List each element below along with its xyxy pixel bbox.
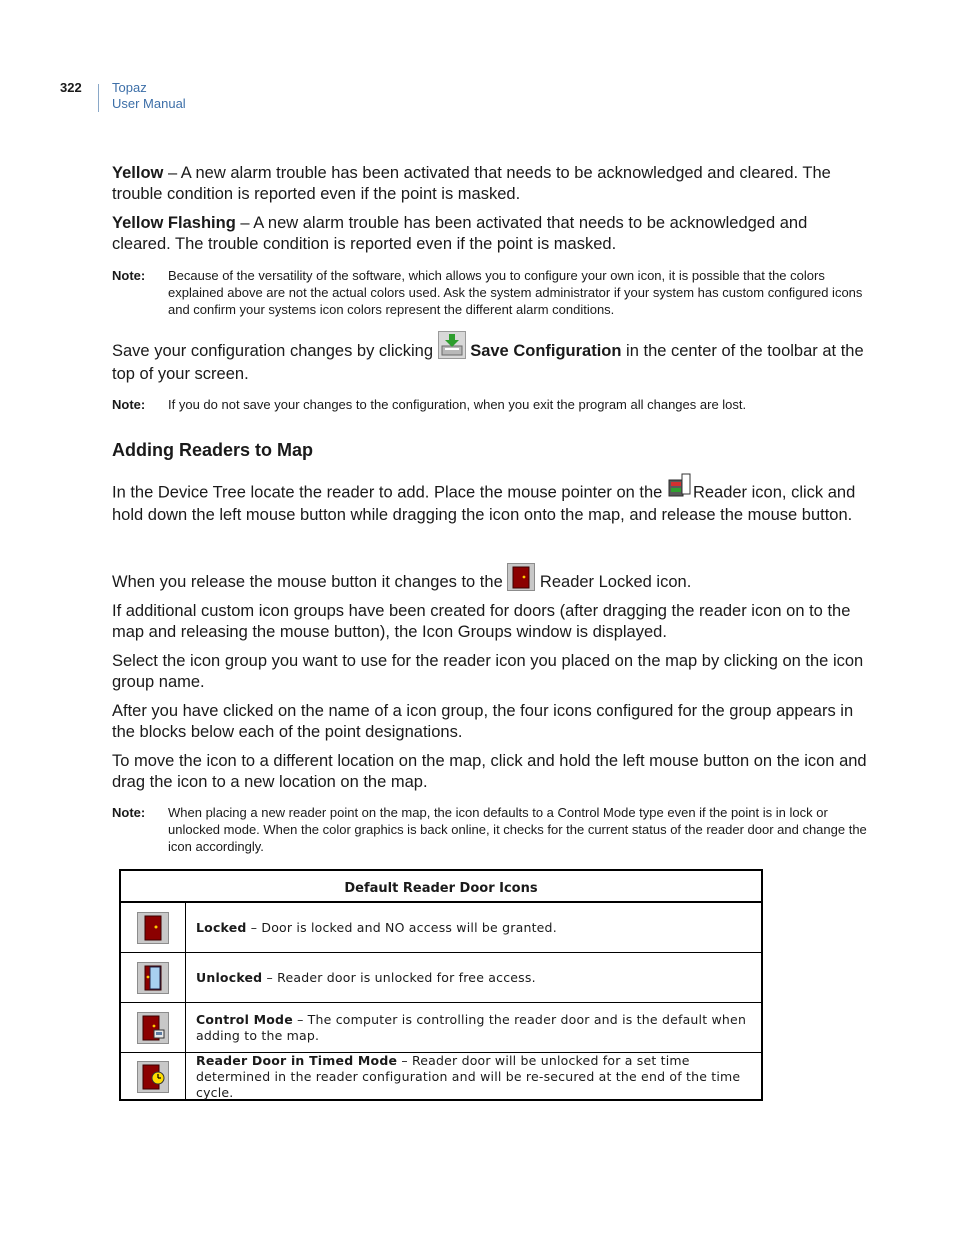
row-text: – The computer is controlling the reader door and is the default when adding to the map. xyxy=(196,1011,747,1043)
row-term: Locked xyxy=(196,919,247,935)
table-title: Default Reader Door Icons xyxy=(121,871,761,903)
paragraph-yellow-flashing xyxy=(112,213,870,254)
text-release-post: Reader Locked icon. xyxy=(535,573,692,592)
reader-locked-icon xyxy=(507,563,535,597)
row-term: Reader Door in Timed Mode xyxy=(196,1053,398,1068)
text-yellow-flashing: – A new alarm trouble has been activated that needs to be acknowledged and cleared. The trouble condition is reported even if the point is masked. xyxy=(112,214,808,253)
door-control-mode-icon xyxy=(137,1012,169,1044)
text-save-post: in the center of the toolbar at the top of your screen. xyxy=(112,341,864,383)
paragraph-yellow xyxy=(112,163,870,204)
text-save-pre: Save your configuration changes by clicking xyxy=(112,341,438,360)
running-header xyxy=(112,80,186,112)
door-unlocked-icon xyxy=(137,962,169,994)
paragraph-move-icon: To move the icon to a different location on the map, click and hold the left mouse button on the icon and drag the icon to a new location on the map. xyxy=(112,752,867,791)
paragraph-device-tree xyxy=(112,482,870,526)
table-row xyxy=(121,1003,761,1053)
table-row xyxy=(121,1053,761,1101)
table-row xyxy=(121,953,761,1003)
text-device-pre: In the Device Tree locate the reader to add. Place the mouse pointer on the xyxy=(112,483,667,502)
text-yellow: – A new alarm trouble has been activated that needs to be acknowledged and cleared. The trouble condition is reported even if the point is masked. xyxy=(112,164,831,203)
row-text: – Door is locked and NO access will be granted. xyxy=(246,919,557,935)
row-term: Control Mode xyxy=(196,1011,293,1027)
table-row xyxy=(121,903,761,953)
header-product: Topaz xyxy=(112,80,147,95)
note-control-mode xyxy=(112,804,872,855)
term-yellow-flashing: Yellow Flashing xyxy=(112,214,236,232)
header-divider xyxy=(98,84,99,112)
page-number: 322 xyxy=(60,80,82,95)
paragraph-after-click: After you have clicked on the name of a icon group, the four icons configured for the group appears in the blocks below each of the point designations. xyxy=(112,702,854,741)
paragraph-custom-groups: If additional custom icon groups have been created for doors (after dragging the reader icon on to the map and releasing the mouse button), the Icon Groups window is displayed. xyxy=(112,602,851,641)
note-label: Note: xyxy=(112,397,146,412)
header-manual: User Manual xyxy=(112,96,186,111)
text-device-post: Reader icon, click and hold down the left mouse button while dragging the icon onto the map, and release the mouse button. xyxy=(112,483,856,524)
door-timed-mode-icon xyxy=(137,1061,169,1093)
term-save-configuration: Save Configuration xyxy=(470,341,622,360)
term-yellow: Yellow xyxy=(112,164,164,182)
save-configuration-icon xyxy=(438,331,466,364)
paragraph-select-group: Select the icon group you want to use for the reader icon you placed on the map by clicking on the icon group name. xyxy=(112,652,864,691)
note-label: Note: xyxy=(112,268,146,283)
note-text: When placing a new reader point on the map, the icon defaults to a Control Mode type even if the point is in lock or unlocked mode. When the color graphics is back online, it checks for the current status of the reader door and change the icon accordingly. xyxy=(168,805,867,854)
paragraph-save-config xyxy=(112,339,870,384)
note-text: Because of the versatility of the software, which allows you to configure your own icon, it is possible that the colors explained above are not the actual colors used. Ask the system administrator if your system has custom configured icons and confirm your systems icon colors represent the different alarm conditions. xyxy=(168,268,863,317)
note-text: If you do not save your changes to the configuration, when you exit the program all changes are lost. xyxy=(168,397,747,412)
reader-icon xyxy=(667,472,693,505)
row-term: Unlocked xyxy=(196,969,263,985)
note-label: Note: xyxy=(112,805,146,820)
section-title: Adding Readers to Map xyxy=(112,440,314,460)
text-release-pre: When you release the mouse button it changes to the xyxy=(112,573,508,592)
paragraph-release xyxy=(112,569,870,597)
note-save xyxy=(112,396,872,413)
row-text: – Reader door is unlocked for free access. xyxy=(262,969,536,985)
door-locked-icon xyxy=(137,912,169,944)
row-text: – Reader door will be unlocked for a set time determined in the reader configuration and will be re-secured at the end of the time cycle. xyxy=(196,1053,741,1100)
note-colors xyxy=(112,267,872,318)
door-icons-table xyxy=(119,869,763,1101)
